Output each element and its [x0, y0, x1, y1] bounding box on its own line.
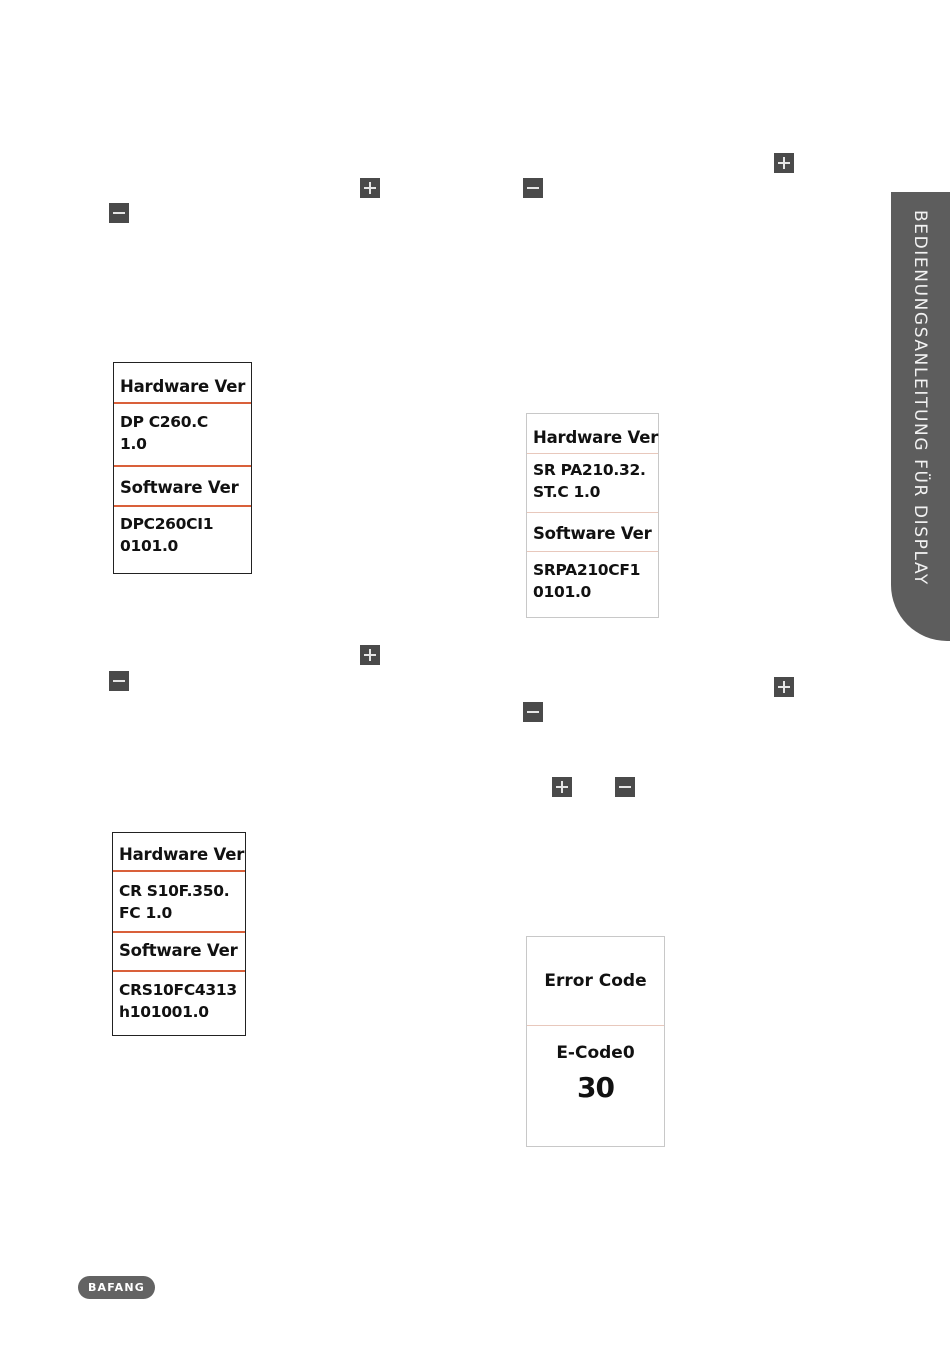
- minus-icon: [109, 671, 129, 691]
- error-code-panel: [526, 936, 665, 1147]
- version-panel-srpa210: [526, 413, 659, 618]
- hardware-value: CR S10F.350. FC 1.0: [119, 882, 230, 922]
- section-side-tab: [891, 192, 950, 641]
- version-panel-crs10f: [112, 832, 246, 1036]
- divider: [527, 453, 658, 454]
- error-code-number: 30: [577, 1071, 614, 1104]
- error-code-label: E-Code0: [556, 1043, 635, 1063]
- divider: [113, 970, 245, 972]
- software-label: Software Ver: [533, 524, 652, 543]
- divider: [113, 870, 245, 872]
- minus-icon: [523, 702, 543, 722]
- software-value: CRS10FC4313 h101001.0: [119, 981, 237, 1021]
- software-value: DPC260CI1 0101.0: [120, 515, 214, 555]
- plus-icon: [774, 153, 794, 173]
- hardware-label: Hardware Ver: [119, 845, 245, 864]
- hardware-label: Hardware Ver: [533, 428, 659, 447]
- bafang-logo: BAFANG: [78, 1276, 155, 1299]
- plus-icon: [774, 677, 794, 697]
- divider: [114, 465, 251, 467]
- divider: [527, 512, 658, 513]
- version-panel-dpc260: [113, 362, 252, 574]
- hardware-value: SR PA210.32. ST.C 1.0: [533, 461, 646, 501]
- plus-icon: [552, 777, 572, 797]
- software-label: Software Ver: [119, 941, 238, 960]
- minus-icon: [523, 178, 543, 198]
- error-code-title: Error Code: [544, 971, 647, 991]
- hardware-label: Hardware Ver: [120, 377, 246, 396]
- divider: [527, 1025, 664, 1026]
- divider: [113, 931, 245, 933]
- plus-icon: [360, 645, 380, 665]
- plus-icon: [360, 178, 380, 198]
- hardware-value: DP C260.C 1.0: [120, 413, 208, 453]
- software-value: SRPA210CF1 0101.0: [533, 561, 641, 601]
- divider: [114, 505, 251, 507]
- software-label: Software Ver: [120, 478, 239, 497]
- minus-icon: [615, 777, 635, 797]
- minus-icon: [109, 203, 129, 223]
- divider: [527, 551, 658, 552]
- divider: [114, 402, 251, 404]
- side-tab-label: BEDIENUNGSANLEITUNG FÜR DISPLAY: [910, 210, 930, 586]
